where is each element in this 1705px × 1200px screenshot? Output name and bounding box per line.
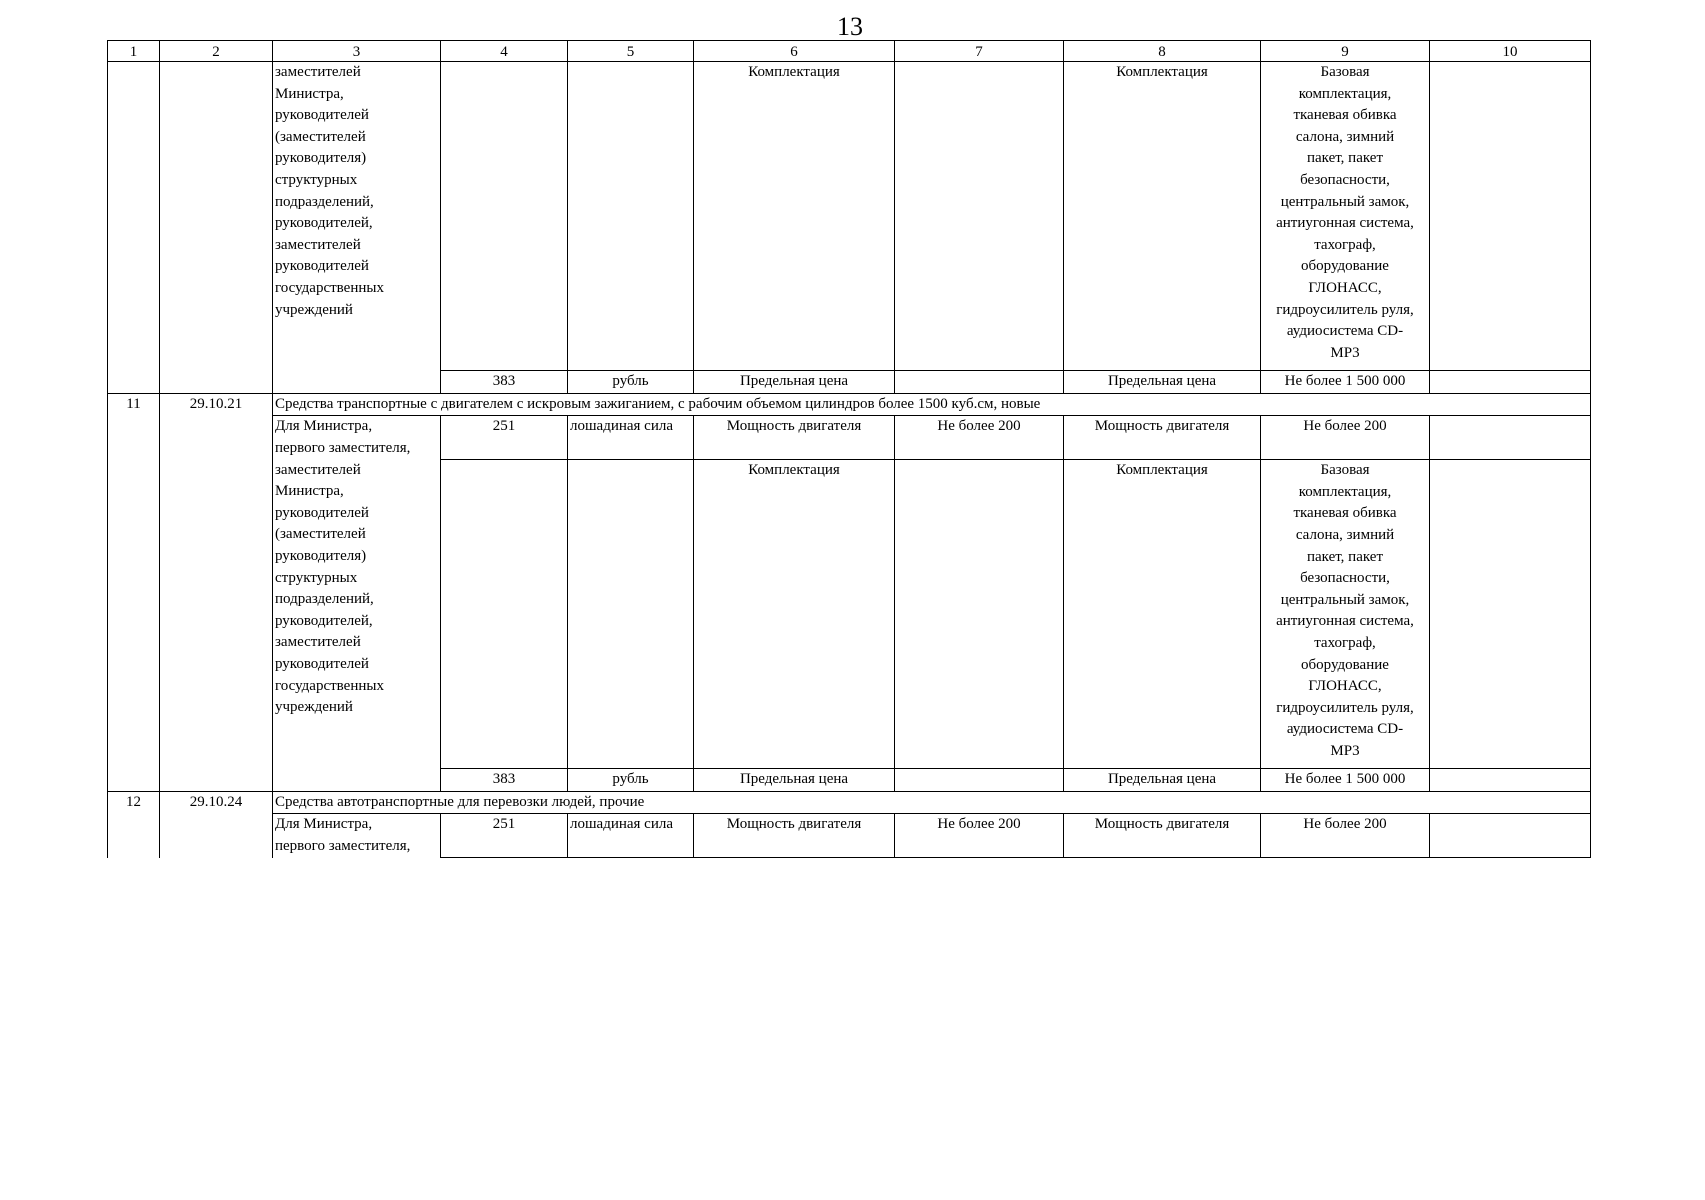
position-group-cell: заместителей Министра, руководителей (заместителей руководителя) структурных подразделений, руководителей, заместителей руководителей государственных учреждений <box>273 460 441 792</box>
note-cell <box>1430 416 1591 460</box>
value-cell <box>895 460 1064 769</box>
specification-table <box>107 40 1591 858</box>
note-cell <box>1430 814 1591 858</box>
note-cell <box>1430 769 1591 792</box>
position-group-cell: заместителей Министра, руководителей (заместителей руководителя) структурных подразделений, руководителей, заместителей руководителей государственных учреждений <box>273 62 441 394</box>
column-header: 9 <box>1261 41 1430 62</box>
unit-code-cell: 251 <box>441 814 568 858</box>
characteristic-cell: Комплектация <box>694 62 895 371</box>
unit-name-cell <box>568 62 694 371</box>
column-header: 8 <box>1064 41 1261 62</box>
unit-name-cell <box>568 460 694 769</box>
characteristic-cell: Предельная цена <box>694 769 895 792</box>
column-header: 3 <box>273 41 441 62</box>
unit-name-cell: рубль <box>568 769 694 792</box>
value-cell: Не более 200 <box>895 814 1064 858</box>
column-header: 7 <box>895 41 1064 62</box>
unit-name-cell: лошадиная сила <box>568 416 694 460</box>
value-cell: Базовая комплектация, тканевая обивка салона, зимний пакет, пакет безопасности, центральный замок, антиугонная система, тахограф, оборудование ГЛОНАСС, гидроусилитель руля, аудиосистема CD- MP3 <box>1261 62 1430 371</box>
value-cell: Базовая комплектация, тканевая обивка салона, зимний пакет, пакет безопасности, центральный замок, антиугонная система, тахограф, оборудование ГЛОНАСС, гидроусилитель руля, аудиосистема CD- MP3 <box>1261 460 1430 769</box>
row-number-cell <box>108 62 160 394</box>
table-row <box>108 791 1591 814</box>
table-row <box>108 416 1591 460</box>
characteristic-cell: Мощность двигателя <box>1064 416 1261 460</box>
column-number-row <box>108 41 1591 62</box>
value-cell: Не более 200 <box>895 416 1064 460</box>
characteristic-cell: Комплектация <box>1064 460 1261 769</box>
value-cell <box>895 769 1064 792</box>
column-header: 10 <box>1430 41 1591 62</box>
characteristic-cell: Комплектация <box>1064 62 1261 371</box>
position-group-cell: Для Министра, первого заместителя, <box>273 416 441 460</box>
position-group-cell: Для Министра, первого заместителя, <box>273 814 441 858</box>
characteristic-cell: Предельная цена <box>1064 371 1261 394</box>
value-cell: Не более 1 500 000 <box>1261 769 1430 792</box>
okpd-code-cell: 29.10.24 <box>160 791 273 858</box>
value-cell: Не более 1 500 000 <box>1261 371 1430 394</box>
characteristic-cell: Комплектация <box>694 460 895 769</box>
note-cell <box>1430 62 1591 371</box>
row-number-cell: 11 <box>108 393 160 791</box>
unit-name-cell: лошадиная сила <box>568 814 694 858</box>
product-title: Средства транспортные с двигателем с искровым зажиганием, с рабочим объемом цилиндров более 1500 куб.см, новые <box>273 393 1591 416</box>
unit-code-cell: 251 <box>441 416 568 460</box>
note-cell <box>1430 460 1591 769</box>
characteristic-cell: Мощность двигателя <box>694 814 895 858</box>
value-cell: Не более 200 <box>1261 814 1430 858</box>
column-header: 2 <box>160 41 273 62</box>
characteristic-cell: Мощность двигателя <box>694 416 895 460</box>
table-row <box>108 62 1591 371</box>
column-header: 4 <box>441 41 568 62</box>
column-header: 6 <box>694 41 895 62</box>
value-cell <box>895 371 1064 394</box>
table-row <box>108 814 1591 858</box>
unit-code-cell <box>441 62 568 371</box>
value-cell <box>895 62 1064 371</box>
okpd-code-cell: 29.10.21 <box>160 393 273 791</box>
characteristic-cell: Предельная цена <box>1064 769 1261 792</box>
unit-code-cell <box>441 460 568 769</box>
characteristic-cell: Мощность двигателя <box>1064 814 1261 858</box>
note-cell <box>1430 371 1591 394</box>
unit-code-cell: 383 <box>441 769 568 792</box>
characteristic-cell: Предельная цена <box>694 371 895 394</box>
okpd-code-cell <box>160 62 273 394</box>
product-title: Средства автотранспортные для перевозки людей, прочие <box>273 791 1591 814</box>
unit-name-cell: рубль <box>568 371 694 394</box>
row-number-cell: 12 <box>108 791 160 858</box>
table-row <box>108 393 1591 416</box>
value-cell: Не более 200 <box>1261 416 1430 460</box>
unit-code-cell: 383 <box>441 371 568 394</box>
column-header: 5 <box>568 41 694 62</box>
column-header: 1 <box>108 41 160 62</box>
page-number: 13 <box>837 12 863 41</box>
table-row <box>108 460 1591 769</box>
